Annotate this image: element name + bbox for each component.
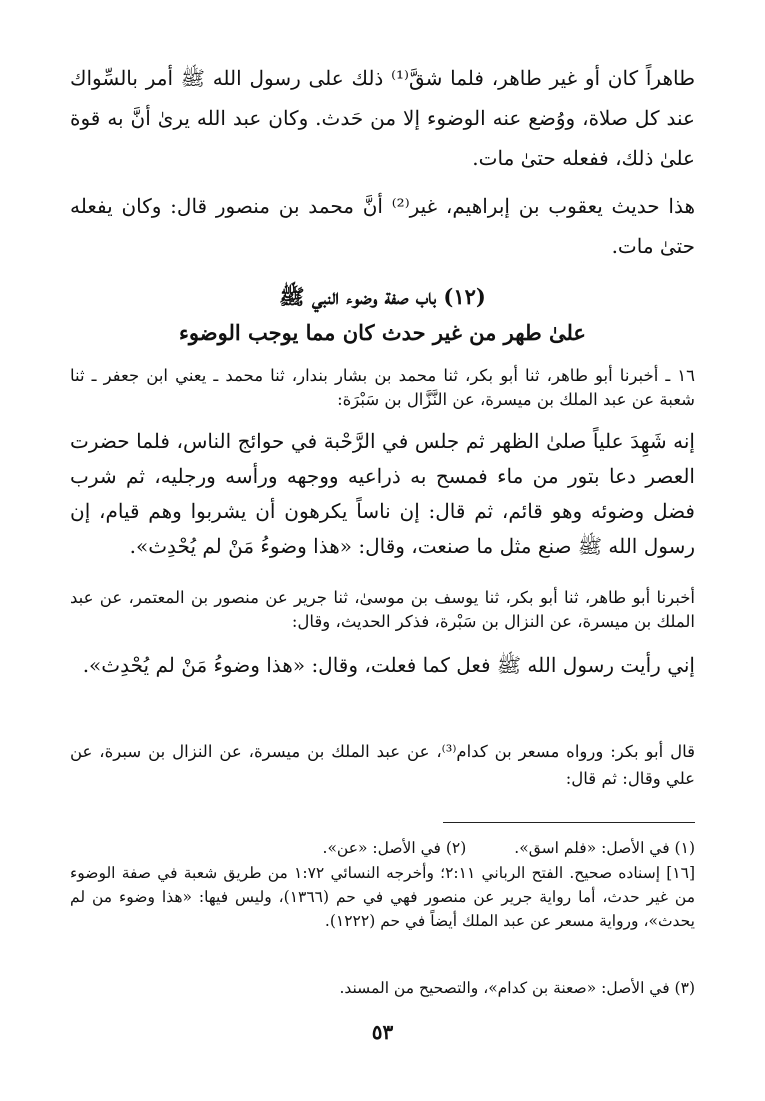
- hadith-16-second-matn: إني رأيت رسول الله ﷺ فعل كما فعلت، وقال: «هذا وضوءُ مَنْ لم يُحْدِث».: [82, 653, 695, 677]
- hadith-16-matn: إنه شَهِدَ علياً صلىٰ الظهر ثم جلس في الرَّحْبة في حوائج الناس، فلما حضرت العصر دعا بتور من ماء فمسح به ذراعيه ووجهه ورأسه ورجليه، ثم شرب فضل وضوئه وهو قائم، ثم قال: إن ناساً يكرهون أن يشربوا وهم قيام، إن رسول الله ﷺ صنع مثل ما صنعت، وقال: «هذا وضوءُ مَنْ لم يُحْدِث».: [70, 429, 695, 558]
- hadith-16-isnad: ١٦ ـ أخبرنا أبو طاهر، ثنا أبو بكر، ثنا محمد بن بشار بندار، ثنا محمد ـ يعني ابن جعفر ـ ثنا شعبة عن عبد الملك بن ميسرة، عن النَّزَّال بن سَبْرَة:: [70, 366, 695, 409]
- footnotes-line-1: [70, 836, 695, 860]
- page-number: ٥٣: [371, 1020, 394, 1044]
- footnote-3: (٣) في الأصل: «صعنة بن كدام»، والتصحيح من المسند.: [339, 979, 695, 997]
- body-paragraph-2: هذا حديث يعقوب بن إبراهيم، غير⁽²⁾ أنَّ محمد بن منصور قال: وكان يفعله حتىٰ مات.: [70, 194, 695, 258]
- chapter-title-line-2: علىٰ طهر من غير حدث كان مما يوجب الوضوء: [179, 320, 586, 345]
- footnote-hadith-16: [١٦] إسناده صحيح. الفتح الرباني ٢:١١؛ وأخرجه النسائي ١:٧٢ من طريق شعبة في صفة الوضوء من غير حدث، أما رواية جرير عن منصور فهي في حم (١٣٦٦)، وليس فيها: «هذا وضوء من لم يحدث»، ورواية مسعر عن عبد الملك أيضاً في حم (١٢٢٢).: [70, 864, 695, 930]
- footnote-1: (١) في الأصل: «فلم اسق».: [514, 839, 695, 857]
- footnote-divider: [443, 822, 695, 823]
- body-paragraph-1: طاهراً كان أو غير طاهر، فلما شقَّ⁽¹⁾ ذلك على رسول الله ﷺ أمر بالسِّواك عند كل صلاة، ووُضع عنه الوضوء إلا من حَدث. وكان عبد الله يرىٰ أنَّ به قوة علىٰ ذلك، ففعله حتىٰ مات.: [70, 66, 696, 170]
- footnote-2: (٢) في الأصل: «عن».: [322, 839, 467, 857]
- chapter-title-line-1: (١٢) باب صفة وضوء النبي ﷺ: [279, 284, 486, 309]
- hadith-16-second-isnad: أخبرنا أبو طاهر، ثنا أبو بكر، ثنا يوسف بن موسىٰ، ثنا جرير عن منصور بن المعتمر، عن عبد الملك بن ميسرة، عن النزال بن سَبْرة، فذكر الحديث، وقال:: [70, 588, 695, 631]
- hadith-16-abu-bakr-note: قال أبو بكر: ورواه مسعر بن كدام⁽³⁾، عن عبد الملك بن ميسرة، عن النزال بن سبرة، عن علي وقال: ثم قال:: [70, 742, 695, 788]
